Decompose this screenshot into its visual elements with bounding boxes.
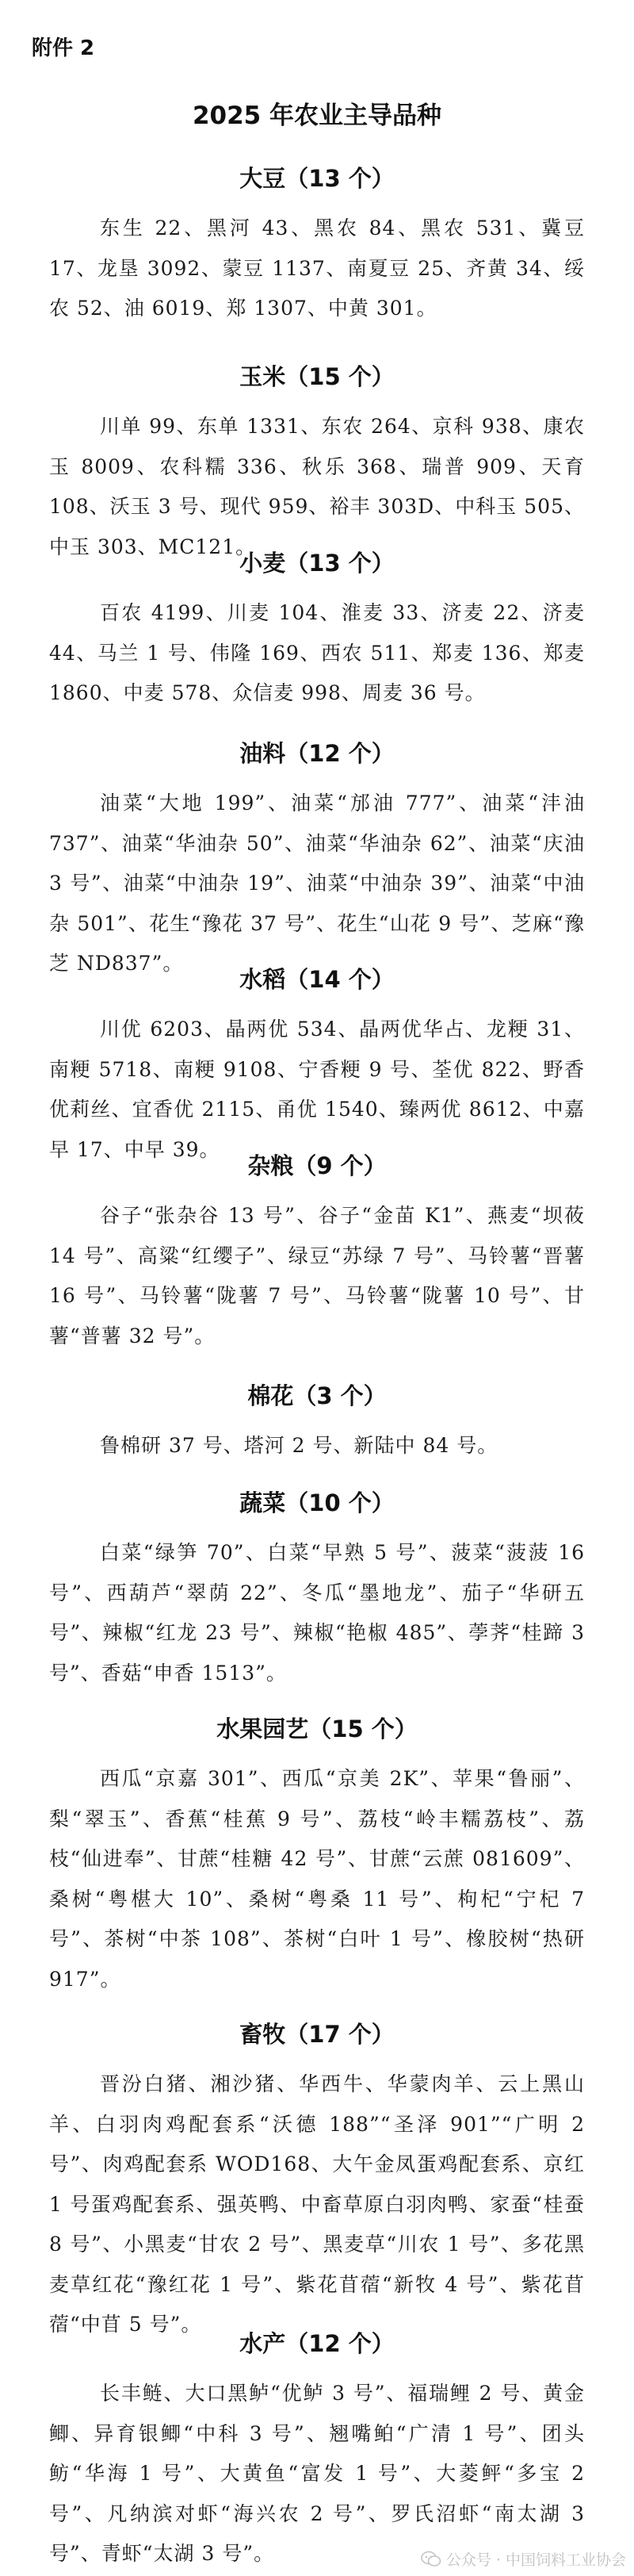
section-heading: 大豆（13 个）	[239, 165, 395, 192]
section-aquatic	[0, 2328, 634, 2574]
section-heading: 杂粮（9 个）	[247, 1152, 387, 1179]
section-heading: 水果园艺（15 个）	[216, 1715, 418, 1742]
section-text: 长丰鲢、大口黑鲈“优鲈 3 号”、福瑞鲤 2 号、黄金鲫、异育银鲫“中科 3 号”、翘嘴鲌“广清 1 号”、团头鲂“华海 1 号”、大黄鱼“富发 1 号”、大菱鲆“多宝 2 号”、凡纳滨对虾“海兴农 2 号”、罗氏沼虾“南太湖 3 号”、青虾“太湖 3 号”。	[49, 2382, 585, 2565]
section-text: 百农 4199、川麦 104、淮麦 33、济麦 22、济麦 44、马兰 1 号、伟隆 169、西农 511、郑麦 136、郑麦 1860、中麦 578、众信麦 998、周麦 36 号。	[49, 601, 585, 704]
section-heading: 棉花（3 个）	[247, 1382, 387, 1409]
section-text: 谷子“张杂谷 13 号”、谷子“金苗 K1”、燕麦“坝莜 14 号”、高粱“红缨子”、绿豆“苏绿 7 号”、马铃薯“晋薯 16 号”、马铃薯“陇薯 7 号”、马铃薯“陇薯 10 号”、甘薯“普薯 32 号”。	[49, 1204, 585, 1347]
section-text: 西瓜“京嘉 301”、西瓜“京美 2K”、苹果“鲁丽”、梨“翠玉”、香蕉“桂蕉 9 号”、荔枝“岭丰糯荔枝”、荔枝“仙进奉”、甘蔗“桂糖 42 号”、甘蔗“云蔗 081609”、桑树“粤椹大 10”、桑树“粤桑 11 号”、枸杞“宁杞 7 号”、茶树“中茶 108”、茶树“白叶 1 号”、橡胶树“热研 917”。	[49, 1767, 585, 1991]
section-text: 东生 22、黑河 43、黑农 84、黑农 531、冀豆 17、龙垦 3092、蒙豆 1137、南夏豆 25、齐黄 34、绥农 52、油 6019、郑 1307、中黄 301。	[49, 217, 585, 320]
section-rice	[0, 964, 634, 1170]
section-misc-grains	[0, 1150, 634, 1356]
section-heading: 蔬菜（10 个）	[239, 1489, 395, 1516]
section-heading: 畜牧（17 个）	[239, 2021, 395, 2048]
section-horticulture	[0, 1713, 634, 1999]
section-oilseed	[0, 738, 634, 984]
section-text: 川优 6203、晶两优 534、晶两优华占、龙粳 31、南粳 5718、南粳 9108、宁香粳 9 号、荃优 822、野香优莉丝、宜香优 2115、甬优 1540、臻两优 8612、中嘉早 17、中早 39。	[49, 1018, 585, 1161]
section-text: 鲁棉研 37 号、塔河 2 号、新陆中 84 号。	[100, 1434, 498, 1457]
section-livestock	[0, 2018, 634, 2345]
section-heading: 玉米（15 个）	[239, 363, 395, 390]
section-wheat	[0, 547, 634, 714]
section-heading: 水稻（14 个）	[239, 966, 395, 993]
section-text: 油菜“大地 199”、油菜“邡油 777”、油菜“沣油 737”、油菜“华油杂 50”、油菜“华油杂 62”、油菜“庆油 3 号”、油菜“中油杂 19”、油菜“中油杂 39”、油菜“中油杂 501”、花生“豫花 37 号”、花生“山花 9 号”、芝麻“豫芝 ND837”。	[49, 792, 585, 975]
section-heading: 小麦（13 个）	[239, 550, 395, 577]
section-cotton	[0, 1380, 634, 1466]
watermark-text: 公众号 · 中国饲料工业协会	[445, 2551, 626, 2569]
section-vegetables	[0, 1487, 634, 1693]
section-text: 川单 99、东单 1331、东农 264、京科 938、康农玉 8009、农科糯 336、秋乐 368、瑞普 909、天育 108、沃玉 3 号、现代 959、裕丰 303D、中科玉 505、中玉 303、MC121。	[49, 415, 585, 558]
attachment-label: 附件 2	[32, 36, 95, 60]
section-heading: 油料（12 个）	[239, 740, 395, 767]
document-title: 2025 年农业主导品种	[192, 102, 442, 130]
section-heading: 水产（12 个）	[239, 2330, 395, 2357]
watermark	[421, 2548, 626, 2570]
wechat-icon	[421, 2551, 441, 2568]
section-corn	[0, 361, 634, 567]
section-soybean	[0, 163, 634, 329]
section-text: 晋汾白猪、湘沙猪、华西牛、华蒙肉羊、云上黑山羊、白羽肉鸡配套系“沃德 188”“圣泽 901”“广明 2 号”、肉鸡配套系 WOD168、大午金凤蛋鸡配套系、京红 1 号蛋鸡配套系、强英鸭、中畜草原白羽肉鸭、家蚕“桂蚕 8 号”、小黑麦“甘农 2 号”、黑麦草“川农 1 号”、多花黑麦草红花“豫红花 1 号”、紫花苜蓿“新牧 4 号”、紫花苜蓿“中苜 5 号”。	[49, 2072, 585, 2336]
section-text: 白菜“绿笋 70”、白菜“早熟 5 号”、菠菜“菠菠 16 号”、西葫芦“翠荫 22”、冬瓜“墨地龙”、茄子“华研五号”、辣椒“红龙 23 号”、辣椒“艳椒 485”、荸荠“桂蹄 3 号”、香菇“申香 1513”。	[49, 1541, 585, 1685]
